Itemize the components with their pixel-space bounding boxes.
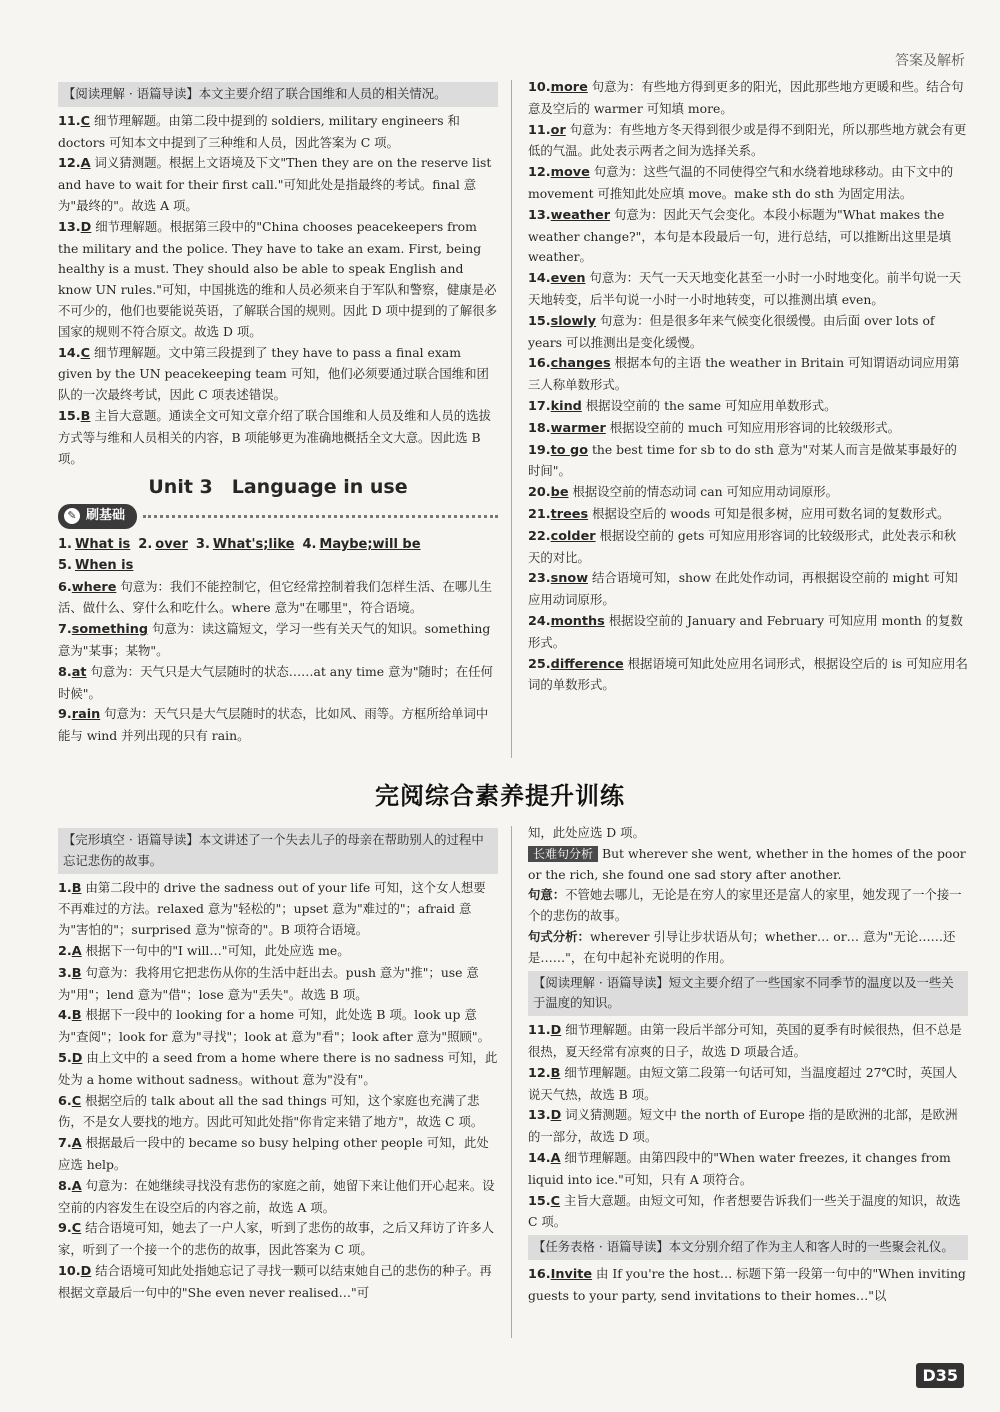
basics-badge — [58, 504, 498, 529]
answer-item — [528, 1148, 968, 1191]
item-answer: D — [550, 1108, 562, 1124]
item-answer: move — [550, 165, 590, 181]
item-explanation: 句意为：我们不能控制它，但它经常控制着我们怎样生活、在哪儿生活、做什么、穿什么和吃什么。where 意为"在哪里"，符合语境。 — [58, 578, 493, 616]
analysis-label: 句式分析： — [528, 928, 590, 944]
item-number: 20. — [528, 485, 551, 501]
item-number: 15. — [528, 313, 551, 329]
badge-pill — [58, 504, 137, 529]
item-answer: A — [71, 1178, 82, 1194]
item-number: 4. — [58, 1008, 72, 1024]
answer-item — [58, 704, 498, 747]
guide-box: 【阅读理解 · 语篇导读】短文主要介绍了一些国家不同季节的温度以及一些关于温度的知识。 — [528, 971, 968, 1017]
item-explanation: 根据设空后的 woods 可知是很多树，应用可数名词的复数形式。 — [588, 505, 950, 521]
item-explanation: 细节理解题。根据第三段中的"China chooses peacekeepers from the military and the police. They have to take an exam. First, being healthy is a must. They should also be able to speak English and know UN rules."可知，中国挑选的维和人员必须来自于军队和警察，健康是必不可少的，他们也要能说英语，了解联合国的规则。因此 D 项中提到的了解很多国家的规则不符合原文。故选 D 项。 — [58, 218, 498, 339]
item-answer: where — [71, 579, 117, 595]
item-explanation: 词义猜测题。短文中 the north of Europe 指的是欧洲的北部，是欧洲的一部分，故选 D 项。 — [528, 1107, 958, 1145]
item-explanation: 句意为：我将用它把悲伤从你的生活中赶出去。push 意为"推"；use 意为"用"；lend 意为"借"；lose 意为"丢失"。故选 B 项。 — [58, 964, 479, 1002]
item-explanation: 由上文中的 a seed from a home where there is no sadness 可知，此处为 a home without sadness。without 意为"没有"。 — [58, 1049, 498, 1087]
item-answer: A — [80, 156, 91, 172]
item-explanation: 细节理解题。由第二段中提到的 soldiers, military engineers 和 doctors 可知本文中提到了三种维和人员，因此答案为 C 项。 — [58, 112, 460, 150]
answer-item — [58, 878, 498, 941]
item-explanation: 句意为：有些地方冬天得到很少或是得不到阳光，所以那些地方就会有更低的气温。此处表示两者之间为选择关系。 — [528, 121, 967, 159]
item-answer: rain — [71, 707, 101, 723]
item-explanation: 句意为：因此天气会变化。本段小标题为"What makes the weather change?"，本句是本段最后一句，进行总结，可以推断出这里是填 weather。 — [528, 206, 952, 265]
column-divider-bottom — [511, 826, 512, 1338]
item-explanation: 细节理解题。文中第三段提到了 they have to pass a final exam given by the UN peacekeeping team 可知，他们必须要通过联合国维和团队的一次最终考试，因此 C 项表述错误。 — [58, 344, 489, 403]
basic-number: 2. — [138, 536, 153, 552]
answer-item — [528, 418, 968, 440]
answer-item — [58, 1261, 498, 1304]
basics-answers — [58, 535, 498, 577]
basics-row — [58, 556, 498, 577]
item-explanation: 句意为：天气一天天地变化甚至一小时一小时地变化。前半句说一天天地转变，后半句说一小时一小时地转变，可以推测出填 even。 — [528, 270, 962, 307]
item-answer: warmer — [550, 420, 606, 436]
item-explanation: 根据设空前的 much 可知应用形容词的比较级形式。 — [605, 419, 901, 435]
item-number: 21. — [528, 506, 551, 522]
basic-answer — [196, 537, 295, 552]
item-answer: A — [71, 1136, 82, 1152]
item-answer: C — [80, 113, 91, 129]
guide-box: 【任务表格 · 语篇导读】本文分别介绍了作为主人和客人时的一些聚会礼仪。 — [528, 1235, 968, 1260]
answer-item — [528, 1020, 968, 1063]
answer-item — [528, 396, 968, 418]
item-answer: C — [80, 345, 91, 361]
item-number: 15. — [528, 1193, 551, 1209]
answer-item — [58, 153, 498, 216]
page-header: 答案及解析 — [895, 53, 965, 69]
column-divider-top — [511, 80, 512, 758]
item-explanation: 根据空后的 talk about all the sad things 可知，这个家庭也充满了悲伤，不是女人要找的地方。因此可知此处指"你肯定来错了地方"，故选 C 项。 — [58, 1092, 484, 1130]
item-explanation: 细节理解题。由短文第二段第一句话可知，当温度超过 27℃时，英国人说天气热，故选 B 项。 — [528, 1064, 958, 1102]
item-answer: or — [550, 122, 566, 138]
answer-item — [528, 526, 968, 569]
pencil-icon: ✎ — [64, 508, 80, 524]
item-answer: something — [71, 622, 149, 638]
dotted-divider — [143, 515, 498, 518]
item-number: 6. — [58, 1093, 72, 1109]
item-explanation: 根据语境可知此处应用名词形式，根据设空后的 is 可知应用名词的单数形式。 — [528, 655, 968, 693]
right-column-top — [528, 77, 968, 696]
answer-item — [528, 268, 968, 311]
long-sentence-text: But wherever she went, whether in the homes of the poor or the rich, she found one sad story after another. — [528, 845, 966, 882]
answer-item — [58, 406, 498, 469]
answer-item — [528, 77, 968, 120]
long-sentence-tag: 长难句分析 — [528, 846, 598, 862]
answer-item — [528, 353, 968, 396]
item-answer: weather — [550, 207, 611, 223]
item-number: 1. — [58, 880, 72, 896]
section-title: 完阅综合素养提升训练 — [375, 782, 625, 810]
item-number: 12. — [58, 156, 81, 172]
item-number: 14. — [528, 271, 551, 287]
answer-item — [58, 217, 498, 343]
continued-text: 知，此处应选 D 项。 — [528, 825, 645, 840]
item-explanation: 根据设空前的 the same 可知应用单数形式。 — [581, 397, 837, 413]
answer-item — [58, 1133, 498, 1176]
item-number: 15. — [58, 408, 81, 424]
item-number: 13. — [528, 207, 551, 223]
answer-item — [58, 343, 498, 406]
item-answer: D — [71, 1050, 83, 1066]
item-number: 10. — [528, 80, 551, 95]
item-answer: snow — [550, 571, 589, 587]
item-explanation: 主旨大意题。通读全文可知文章介绍了联合国维和人员及维和人员的选拔方式等与维和人员相关的内容，B 项能够更为准确地概括全文大意。因此选 B 项。 — [58, 407, 491, 466]
item-answer: D — [80, 219, 92, 235]
analysis-text: wherever 引导让步状语从句；whether… or… 意为"无论……还是……"，在句中起补充说明的作用。 — [528, 928, 956, 965]
item-answer: A — [550, 1150, 561, 1166]
item-answer: even — [550, 271, 586, 287]
answer-item — [58, 619, 498, 662]
basic-answer — [58, 558, 133, 573]
answer-item — [58, 111, 498, 154]
item-explanation: 由 If you're the host… 标题下第一段第一句中的"When inviting guests to your party, send invitations to their homes…"以 — [528, 1265, 966, 1303]
item-explanation: 主旨大意题。由短文可知，作者想要告诉我们一些关于温度的知识，故选 C 项。 — [528, 1192, 961, 1230]
item-number: 25. — [528, 656, 551, 672]
basic-number: 5. — [58, 557, 72, 573]
item-explanation: 句意为：天气只是大气层随时的状态……at any time 意为"随时；在任何时候"。 — [58, 663, 493, 701]
answer-item — [58, 963, 498, 1006]
answer-item — [528, 654, 968, 697]
basics-row — [58, 535, 498, 556]
right-column-bottom — [528, 823, 968, 1307]
sentence-meaning — [528, 885, 968, 927]
item-explanation: 句意为：在她继续寻找没有悲伤的家庭之前，她留下来让他们开心起来。设空前的内容发生在设空后的内容之前，故选 A 项。 — [58, 1177, 495, 1215]
basic-answer — [58, 537, 130, 552]
item-number: 12. — [528, 1065, 551, 1081]
answer-item — [58, 941, 498, 963]
answer-item — [528, 482, 968, 504]
item-answer: slowly — [550, 313, 597, 329]
item-answer: D — [550, 1023, 562, 1039]
item-number: 11. — [528, 122, 551, 138]
basic-number: 3. — [195, 536, 210, 552]
item-number: 2. — [58, 943, 72, 959]
item-answer: Invite — [550, 1266, 593, 1282]
item-answer: B — [550, 1065, 561, 1081]
basic-answer — [302, 537, 420, 552]
item-explanation: 词义猜测题。根据上文语境及下文"Then they are on the reserve list and have to wait for their first call."可知此处是指最终的考试。final 意为"最终的"。故选 A 项。 — [58, 155, 492, 213]
item-explanation: 句意为：有些地方得到更多的阳光，因此那些地方更暖和些。结合句意及空后的 warmer 可知填 more。 — [528, 79, 964, 116]
answer-item — [58, 1218, 498, 1261]
item-number: 7. — [58, 1136, 72, 1152]
item-explanation: 句意为：天气只是大气层随时的状态，比如风、雨等。方框所给单词中能与 wind 并列出现的只有 rain。 — [58, 706, 489, 744]
item-number: 17. — [528, 398, 551, 414]
item-answer: C — [550, 1193, 561, 1209]
item-answer: more — [550, 80, 588, 95]
answer-item — [528, 162, 968, 205]
item-answer: to go — [550, 442, 588, 458]
item-number: 22. — [528, 528, 551, 544]
item-explanation: 结合语境可知，她去了一户人家，听到了悲伤的故事，之后又拜访了许多人家，听到了一个接一个的悲伤的故事，因此答案为 C 项。 — [58, 1220, 495, 1258]
page-number: D35 — [916, 1363, 964, 1388]
basic-answer-text: What is — [74, 536, 131, 552]
meaning-text: 不管她去哪儿，无论是在穷人的家里还是富人的家里，她发现了一个接一个的悲伤的故事。 — [528, 887, 962, 924]
item-explanation: 根据设空前的情态动词 can 可知应用动词原形。 — [568, 484, 839, 500]
basic-answer — [138, 537, 188, 552]
basic-answer-text: Maybe;will be — [319, 536, 421, 552]
item-answer: kind — [550, 398, 582, 414]
item-answer: changes — [550, 356, 611, 372]
answer-item — [528, 120, 968, 163]
answer-item — [58, 1091, 498, 1134]
item-answer: colder — [550, 528, 596, 544]
item-number: 13. — [58, 219, 81, 235]
item-answer: months — [550, 613, 605, 629]
meaning-label: 句意： — [528, 887, 566, 903]
basic-answer-text: over — [155, 536, 188, 552]
item-explanation: 结合语境可知此处指她忘记了寻找一颗可以结束她自己的悲伤的种子。再根据文章最后一句中的"She even never realised…"可 — [58, 1262, 492, 1300]
item-number: 10. — [58, 1263, 81, 1279]
item-answer: B — [71, 1008, 82, 1024]
item-number: 18. — [528, 420, 551, 436]
item-explanation: 句意为：读这篇短文，学习一些有关天气的知识。something 意为"某事；某物"。 — [58, 621, 491, 658]
item-explanation: 根据下一段中的 looking for a home 可知，此处选 B 项。look up 意为"查阅"；look for 意为"寻找"；look at 意为"看"；look after 意为"照顾"。 — [58, 1007, 490, 1045]
item-answer: B — [71, 965, 82, 981]
answer-item — [528, 1063, 968, 1106]
item-explanation: the best time for sb to do sth 意为"对某人而言是做某事最好的时间"。 — [528, 441, 957, 479]
item-answer: B — [80, 408, 91, 424]
item-number: 7. — [58, 622, 72, 638]
item-explanation: 根据下一句中的"I will…"可知，此处应选 me。 — [81, 942, 350, 958]
basic-number: 4. — [302, 536, 317, 552]
item-number: 9. — [58, 1221, 72, 1237]
item-explanation: 句意为：这些气温的不同使得空气和水绕着地球移动。由下文中的 movement 可推知此处应填 move。make sth do sth 为固定用法。 — [528, 164, 954, 201]
item-number: 9. — [58, 707, 72, 723]
item-answer: difference — [550, 656, 624, 672]
item-answer: D — [80, 1263, 92, 1279]
answer-item — [58, 1048, 498, 1091]
answer-item — [528, 1191, 968, 1234]
item-number: 23. — [528, 571, 551, 587]
item-answer: C — [71, 1093, 82, 1109]
item-answer: at — [71, 664, 87, 680]
item-explanation: 由第二段中的 drive the sadness out of your life 可知，这个女人想要不再难过的方法。relaxed 意为"轻松的"；upset 意为"难过的"；afraid 意为"害怕的"；surprised 意为"惊奇的"。B 项符合语境。 — [58, 879, 486, 938]
answer-item — [58, 1176, 498, 1219]
item-explanation: 根据最后一段中的 became so busy helping other people 可知，此处应选 help。 — [58, 1135, 489, 1172]
unit-title: Unit 3 Language in use — [148, 476, 408, 499]
item-number: 3. — [58, 965, 72, 981]
item-answer: C — [71, 1221, 82, 1237]
item-number: 16. — [528, 356, 551, 372]
basic-number: 1. — [58, 536, 72, 552]
item-number: 11. — [58, 113, 81, 129]
item-explanation: 根据设空前的 gets 可知应用形容词的比较级形式，此处表示和秋天的对比。 — [528, 527, 957, 565]
sentence-analysis — [528, 927, 968, 969]
long-sentence-block — [528, 844, 968, 886]
item-number: 6. — [58, 579, 72, 595]
guide-box: 【完形填空 · 语篇导读】本文讲述了一个失去儿子的母亲在帮助别人的过程中忘记悲伤的故事。 — [58, 828, 498, 874]
item-number: 11. — [528, 1023, 551, 1039]
answer-item — [528, 504, 968, 526]
answer-item — [528, 311, 968, 354]
guide-box: 【阅读理解 · 语篇导读】本文主要介绍了联合国维和人员的相关情况。 — [58, 82, 498, 107]
item-explanation: 根据设空前的 January and February 可知应用 month 的复数形式。 — [528, 612, 963, 650]
item-number: 16. — [528, 1266, 551, 1282]
answer-item — [528, 1264, 968, 1307]
answer-item — [528, 1105, 968, 1148]
answer-item — [528, 611, 968, 654]
answer-item — [528, 440, 968, 483]
badge-label: 刷基础 — [86, 508, 126, 524]
item-explanation: 根据本句的主语 the weather in Britain 可知谓语动词应用第三人称单数形式。 — [528, 355, 960, 393]
left-column-bottom — [58, 826, 498, 1304]
item-number: 8. — [58, 664, 72, 680]
item-number: 14. — [58, 345, 81, 361]
basic-answer-text: When is — [74, 557, 134, 573]
item-number: 24. — [528, 613, 551, 629]
item-number: 14. — [528, 1150, 551, 1166]
item-number: 12. — [528, 165, 551, 181]
item-number: 5. — [58, 1050, 72, 1066]
item-explanation: 句意为：但是很多年来气候变化很缓慢。由后面 over lots of years 可以推测出是变化缓慢。 — [528, 312, 935, 350]
answer-item — [528, 205, 968, 268]
item-answer: be — [550, 485, 569, 501]
item-answer: B — [71, 880, 82, 896]
item-answer: A — [71, 943, 82, 959]
item-number: 8. — [58, 1178, 72, 1194]
answer-item — [58, 577, 498, 620]
basic-answer-text: What's;like — [212, 536, 295, 552]
item-answer: trees — [550, 506, 589, 522]
item-explanation: 细节理解题。由第一段后半部分可知，英国的夏季有时候很热，但不总是很热，夏天经常有凉爽的日子，故选 D 项最合适。 — [528, 1022, 962, 1059]
answer-item — [528, 568, 968, 611]
item-number: 19. — [528, 442, 551, 458]
answer-item — [58, 662, 498, 705]
answer-item — [58, 1005, 498, 1048]
left-column-top — [58, 80, 498, 747]
item-explanation: 细节理解题。由第四段中的"When water freezes, it changes from liquid into ice."可知，只有 A 项符合。 — [528, 1149, 951, 1187]
item-explanation: 结合语境可知，show 在此处作动词，再根据设空前的 might 可知应用动词原形。 — [528, 570, 958, 608]
item-number: 13. — [528, 1108, 551, 1124]
